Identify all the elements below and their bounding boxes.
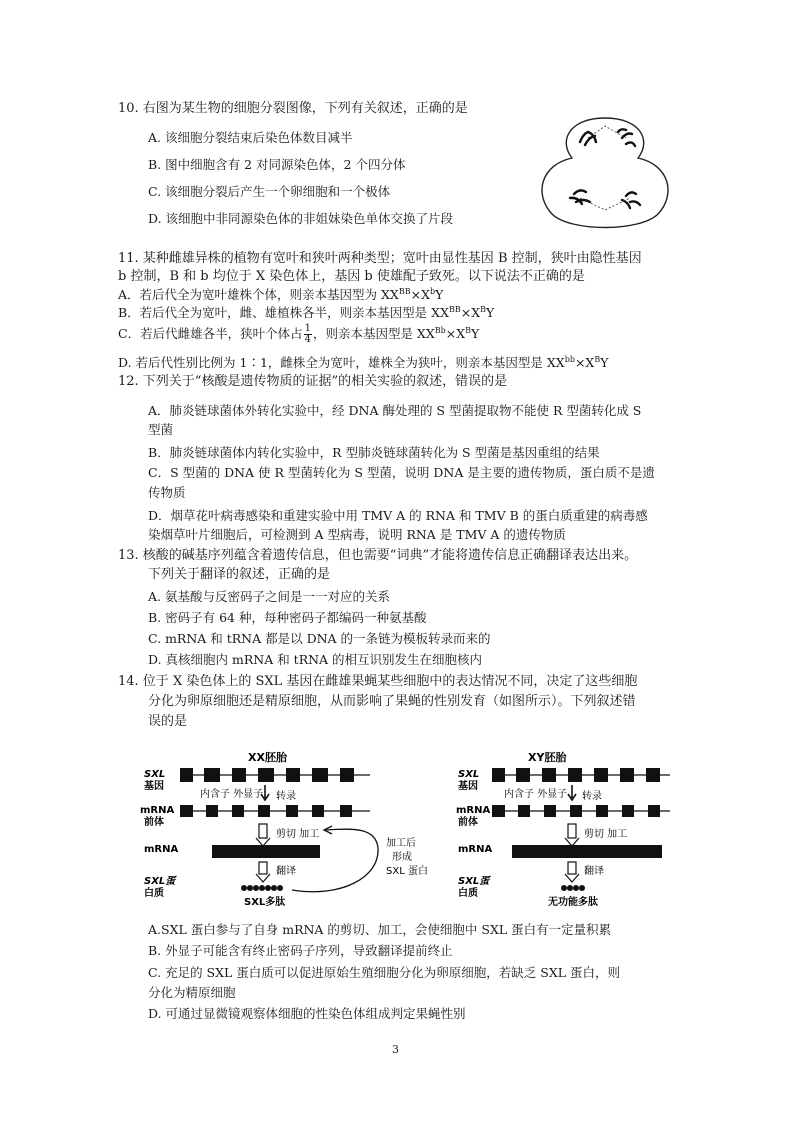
q10-option-a: A. 该细胞分裂结束后染色体数目减半 xyxy=(148,130,353,145)
xy-sxl-label: SXL xyxy=(458,769,480,780)
xx-mrna-precursor-label1: mRNA xyxy=(140,805,175,816)
xy-gene-strand xyxy=(492,768,670,782)
xy-sxl-protein-label1: SXL蛋 xyxy=(458,876,490,887)
q12-option-a-line1: A．肺炎链球菌体外转化实验中，经 DNA 酶处理的 S 型菌提取物不能使 R 型菌转化成 S xyxy=(148,403,642,418)
q11-option-d: D. 若后代性别比例为 1∶1，雌株全为宽叶，雄株全为狭叶，则亲本基因型是 $XX^{bb}\times X^BY$ xyxy=(118,354,609,370)
xy-mrna-precursor-label1: mRNA xyxy=(456,805,491,816)
q12-option-d-line2: 染烟草叶片细胞后，可检测到 A 型病毒，说明 RNA 是 TMV A 的遗传物质 xyxy=(148,527,566,542)
xx-peptide-beads xyxy=(241,885,283,891)
xx-gene-label: 基因 xyxy=(144,781,164,792)
q10-option-b: B. 图中细胞含有 2 对同源染色体，2 个四分体 xyxy=(148,157,406,172)
xx-peptide-label: SXL多肽 xyxy=(244,897,286,908)
xx-sxl-protein-label1: SXL蛋 xyxy=(144,876,176,887)
xx-mrna-label: mRNA xyxy=(144,844,179,855)
xy-splice-label: 剪切 加工 xyxy=(584,829,628,840)
q10-stem: 10. 右图为某生物的细胞分裂图像，下列有关叙述，正确的是 xyxy=(118,101,468,116)
q14-option-a: A.SXL 蛋白参与了自身 mRNA 的剪切、加工，会使细胞中 SXL 蛋白有一定量积累 xyxy=(148,922,612,937)
xy-embryo-title: XY胚胎 xyxy=(528,751,567,764)
xx-translate-label: 翻译 xyxy=(276,866,296,877)
xy-transcribe-label: 转录 xyxy=(582,791,602,802)
q12-option-c-line1: C．S 型菌的 DNA 使 R 型菌转化为 S 型菌，说明 DNA 是主要的遗传物质，蛋白质不是遗 xyxy=(148,465,655,480)
xx-intron-exon-label: 内含子 外显子 xyxy=(200,789,264,800)
xy-gene-label: 基因 xyxy=(458,781,478,792)
q13-stem-line2: 下列关于翻译的叙述，正确的是 xyxy=(148,567,331,582)
q12-option-b: B．肺炎链球菌体内转化实验中，R 型肺炎链球菌转化为 S 型菌是基因重组的结果 xyxy=(148,445,600,460)
xy-mrna-precursor-label2: 前体 xyxy=(458,817,478,828)
q13-option-d: D. 真核细胞内 mRNA 和 tRNA 的相互识别发生在细胞核内 xyxy=(148,652,483,667)
q12-option-a-line2: 型菌 xyxy=(148,422,174,437)
q13-option-a: A. 氨基酸与反密码子之间是一一对应的关系 xyxy=(148,589,390,604)
q13-option-c: C. mRNA 和 tRNA 都是以 DNA 的一条链为模板转录而来的 xyxy=(148,631,491,646)
q14-stem-line1: 14. 位于 X 染色体上的 SXL 基因在雌雄果蝇某些细胞中的表达情况不同，决定了这些细胞 xyxy=(118,674,638,689)
xx-transcribe-label: 转录 xyxy=(276,791,296,802)
q14-option-c-line2: 分化为精原细胞 xyxy=(148,985,236,1000)
q14-option-c-line1: C. 充足的 SXL 蛋白质可以促进原始生殖细胞分化为卵原细胞，若缺乏 SXL 蛋白，则 xyxy=(148,965,620,980)
xy-mrna-label: mRNA xyxy=(458,844,493,855)
q13-option-b: B. 密码子有 64 种，每种密码子都编码一种氨基酸 xyxy=(148,610,427,625)
q10-option-d: D. 该细胞中非同源染色体的非姐妹染色单体交换了片段 xyxy=(148,211,454,226)
q12-option-c-line2: 传物质 xyxy=(148,485,186,500)
xx-splice-label: 剪切 加工 xyxy=(276,829,320,840)
q12-option-d-line1: D．烟草花叶病毒感染和重建实验中用 TMV A 的 RNA 和 TMV B 的蛋白质重建的病毒感 xyxy=(148,508,648,523)
page-number: 3 xyxy=(392,1043,399,1056)
q14-option-b: B. 外显子可能含有终止密码子序列，导致翻译提前终止 xyxy=(148,943,453,958)
xy-precursor-strand xyxy=(492,805,670,817)
sxl-expression-diagram xyxy=(140,748,680,913)
q11-option-c: C．若后代雌雄各半，狭叶个体占 $\frac{1}{4}$ ，则亲本基因型是 $XX^{Bb}\times X^BY$ xyxy=(118,323,480,345)
xx-embryo-title: XX胚胎 xyxy=(248,751,287,764)
xy-sxl-protein-label2: 白质 xyxy=(458,888,478,899)
q14-option-d: D. 可通过显微镜观察体细胞的性染色体组成判定果蝇性别 xyxy=(148,1006,466,1021)
q11-option-a: A．若后代全为宽叶雄株个体，则亲本基因型为 $XX^{BB}\times X^bY$ xyxy=(118,286,444,302)
xy-translate-label: 翻译 xyxy=(584,866,604,877)
xx-sxl-label: SXL xyxy=(144,769,166,780)
q12-stem: 12. 下列关于“核酸是遗传物质的证据”的相关实验的叙述，错误的是 xyxy=(118,374,508,389)
q10-option-c: C. 该细胞分裂后产生一个卵细胞和一个极体 xyxy=(148,184,391,199)
xx-precursor-strand xyxy=(180,805,370,817)
feedback-label-1: 加工后 xyxy=(386,838,416,849)
q14-stem-line2: 分化为卵原细胞还是精原细胞，从而影响了果蝇的性别发育（如图所示）。下列叙述错 xyxy=(148,694,636,709)
q11-stem-line2: b 控制，B 和 b 均位于 X 染色体上，基因 b 使雄配子致死。以下说法不正确的是 xyxy=(118,269,585,284)
xx-sxl-protein-label2: 白质 xyxy=(144,888,164,899)
feedback-label-2: 形成 xyxy=(392,852,412,863)
q13-stem-line1: 13. 核酸的碱基序列蕴含着遗传信息，但也需要“词典”才能将遗传信息正确翻译表达出来。 xyxy=(118,548,638,563)
q11-stem-line1: 11. 某种雌雄异株的植物有宽叶和狭叶两种类型；宽叶由显性基因 B 控制，狭叶由隐性基因 xyxy=(118,251,642,266)
feedback-label-3: SXL 蛋白 xyxy=(386,866,428,877)
q11-option-b: B．若后代全为宽叶，雌、雄植株各半，则亲本基因型是 $XX^{BB}\times X^BY$ xyxy=(118,304,495,320)
xx-mrna-precursor-label2: 前体 xyxy=(144,817,164,828)
xy-intron-exon-label: 内含子 外显子 xyxy=(504,789,568,800)
xy-peptide-beads xyxy=(561,885,585,891)
xx-gene-strand xyxy=(180,768,370,782)
q14-stem-line3: 误的是 xyxy=(148,714,188,729)
cell-division-figure xyxy=(530,110,680,235)
fraction-one-quarter: $\frac{1}{4}$ xyxy=(304,323,311,345)
xy-nonfunctional-label: 无功能多肽 xyxy=(548,897,598,908)
